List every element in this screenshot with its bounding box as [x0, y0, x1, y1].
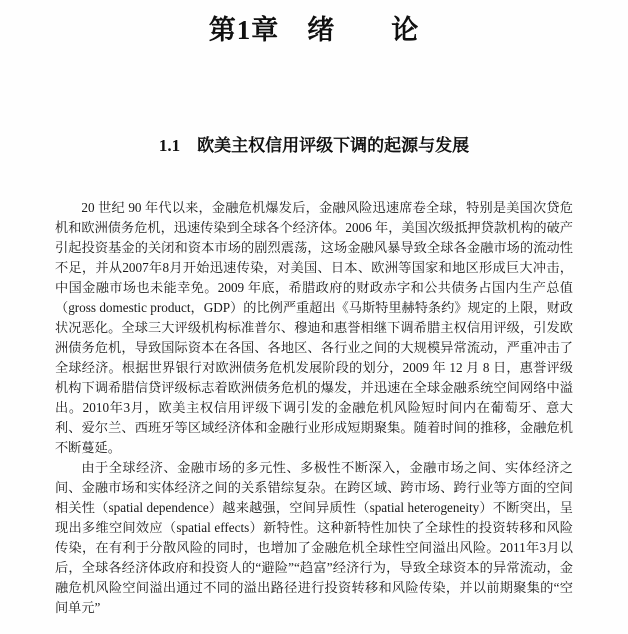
chapter-title: 第1章 绪 论 [208, 15, 420, 45]
paragraph-1: 20 世纪 90 年代以来，金融危机爆发后，金融风险迅速席卷全球，特别是美国次贷危机和欧洲债务危机，迅速传染到全球各个经济体。2006 年，美国次级抵押贷款机构的破产引起投资基金的关闭和资本市场的剧烈震荡，这场金融风暴导致全球各金融市场的流动性不足，并从2007年8月开始迅速传染，对美国、日本、欧洲等国家和地区形成巨大冲击，中国金融市场也未能幸免。2009 年底，希腊政府的财政赤字和公共债务占国内生产总值（gross domestic product，GDP）的比例严重超出《马斯特里赫特条约》规定的上限，财政状况恶化。全球三大评级机构标准普尔、穆迪和惠誉相继下调希腊主权信用评级，引发欧洲债务危机，导致国际资本在各国、各地区、各行业之间的大规模异常流动，严重冲击了全球经济。根据世界银行对欧洲债务危机发展阶段的划分，2009 年 12 月 8 日，惠誉评级机构下调希腊信贷评级标志着欧洲债务危机的爆发，并迅速在全球金融系统空间网络中溢出。2010年3月，欧美主权信用评级下调引发的金融危机风险短时间内在葡萄牙、意大利、爱尔兰、西班牙等区域经济体和金融行业形成短期聚集。随着时间的推移，金融危机不断蔓延。 [55, 200, 573, 455]
body-text [0, 198, 628, 618]
section-heading: 1.1 欧美主权信用评级下调的起源与发展 [158, 136, 470, 155]
paragraph-2: 由于全球经济、金融市场的多元性、多极性不断深入，金融市场之间、实体经济之间、金融市场和实体经济之间的关系错综复杂。在跨区域、跨市场、跨行业等方面的空间相关性（spatial dependence）越来越强，空间异质性（spatial heterogeneity）不断突出，呈现出多维空间效应（spatial effects）新特性。这种新特性加快了全球性的投资转移和风险传染，在有利于分散风险的同时，也增加了金融危机全球性空间溢出风险。2011年3月以后，全球各经济体政府和投资人的“避险”“趋富”经济行为，导致全球资本的异常流动，金融危机风险空间溢出通过不同的溢出路径进行投资转移和风险传染，并以前期聚集的“空间单元” [55, 460, 573, 615]
